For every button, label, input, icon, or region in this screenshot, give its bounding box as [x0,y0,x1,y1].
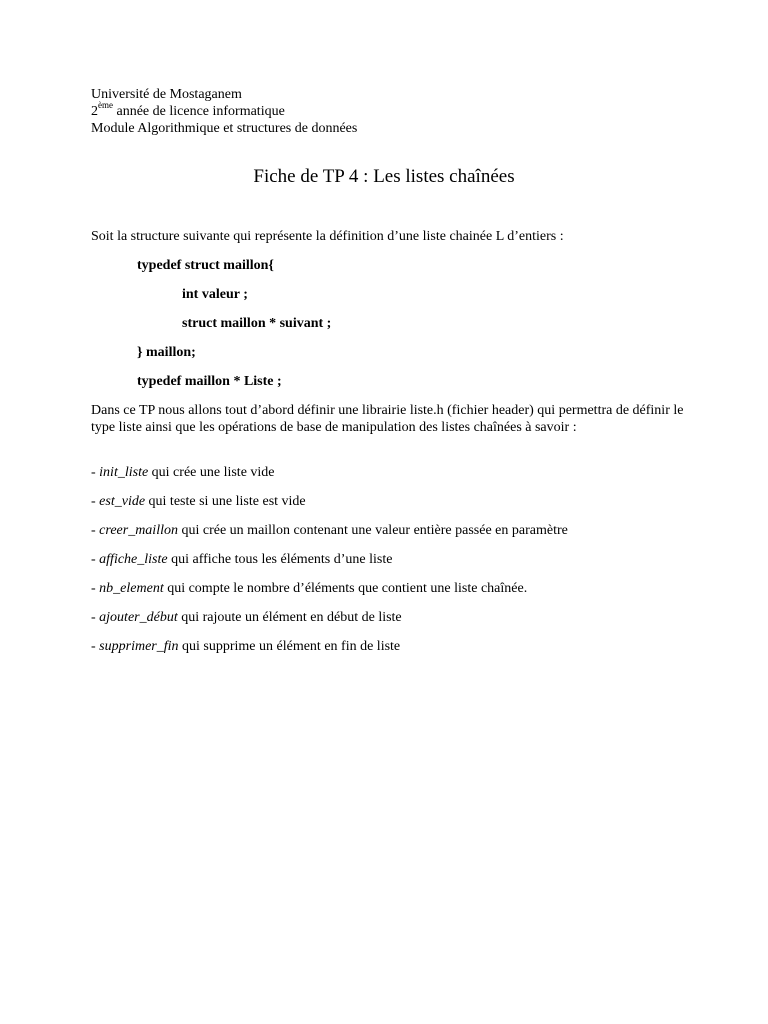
operation-description: qui affiche tous les éléments d’une liste [167,552,393,567]
module-name: Module Algorithmique et structures de données [91,121,358,136]
operation-name: affiche_liste [99,552,168,567]
list-item [91,610,568,639]
bullet-dash: - [91,494,100,509]
operation-description: qui rajoute un élément en début de liste [177,610,402,625]
year-text: année de licence informatique [113,104,285,119]
operation-description: qui compte le nombre d’éléments que contient une liste chaînée. [163,581,528,596]
intro-text: Soit la structure suivante qui représente la définition d’une liste chainée L d’entiers : [91,229,564,244]
operation-name: nb_element [99,581,164,596]
operations-list [91,465,568,668]
operation-description: qui crée une liste vide [148,465,275,480]
list-item [91,523,568,552]
bullet-dash: - [91,581,100,596]
code-line-3: struct maillon * suivant ; [182,316,332,331]
year-number: 2 [91,104,98,119]
operation-description: qui crée un maillon contenant une valeur entière passée en paramètre [177,523,568,538]
year-level [91,100,357,120]
bullet-dash: - [91,610,100,625]
document-header [91,86,357,137]
list-item [91,552,568,581]
code-line-4: } maillon; [137,345,196,360]
operation-name: init_liste [99,465,149,480]
operation-description: qui teste si une liste est vide [145,494,306,509]
page-title: Fiche de TP 4 : Les listes chaînées [253,166,515,187]
code-line-2: int valeur ; [182,287,248,302]
operation-name: supprimer_fin [99,639,179,654]
bullet-dash: - [91,552,100,567]
list-item [91,494,568,523]
description-paragraph: Dans ce TP nous allons tout d’abord définir une librairie liste.h (fichier header) qui permettra de définir le type liste ainsi que les opérations de base de manipulation des listes chaînées à savoir : [91,403,684,435]
list-item [91,639,568,668]
bullet-dash: - [91,465,100,480]
operation-name: ajouter_début [99,610,178,625]
code-line-5: typedef maillon * Liste ; [137,374,282,389]
list-item [91,581,568,610]
code-line-1: typedef struct maillon{ [137,258,274,273]
list-item [91,465,568,494]
year-superscript: ème [98,100,113,111]
operation-name: creer_maillon [99,523,178,538]
bullet-dash: - [91,639,100,654]
university-name: Université de Mostaganem [91,87,242,102]
operation-description: qui supprime un élément en fin de liste [178,639,401,654]
bullet-dash: - [91,523,100,538]
operation-name: est_vide [99,494,146,509]
